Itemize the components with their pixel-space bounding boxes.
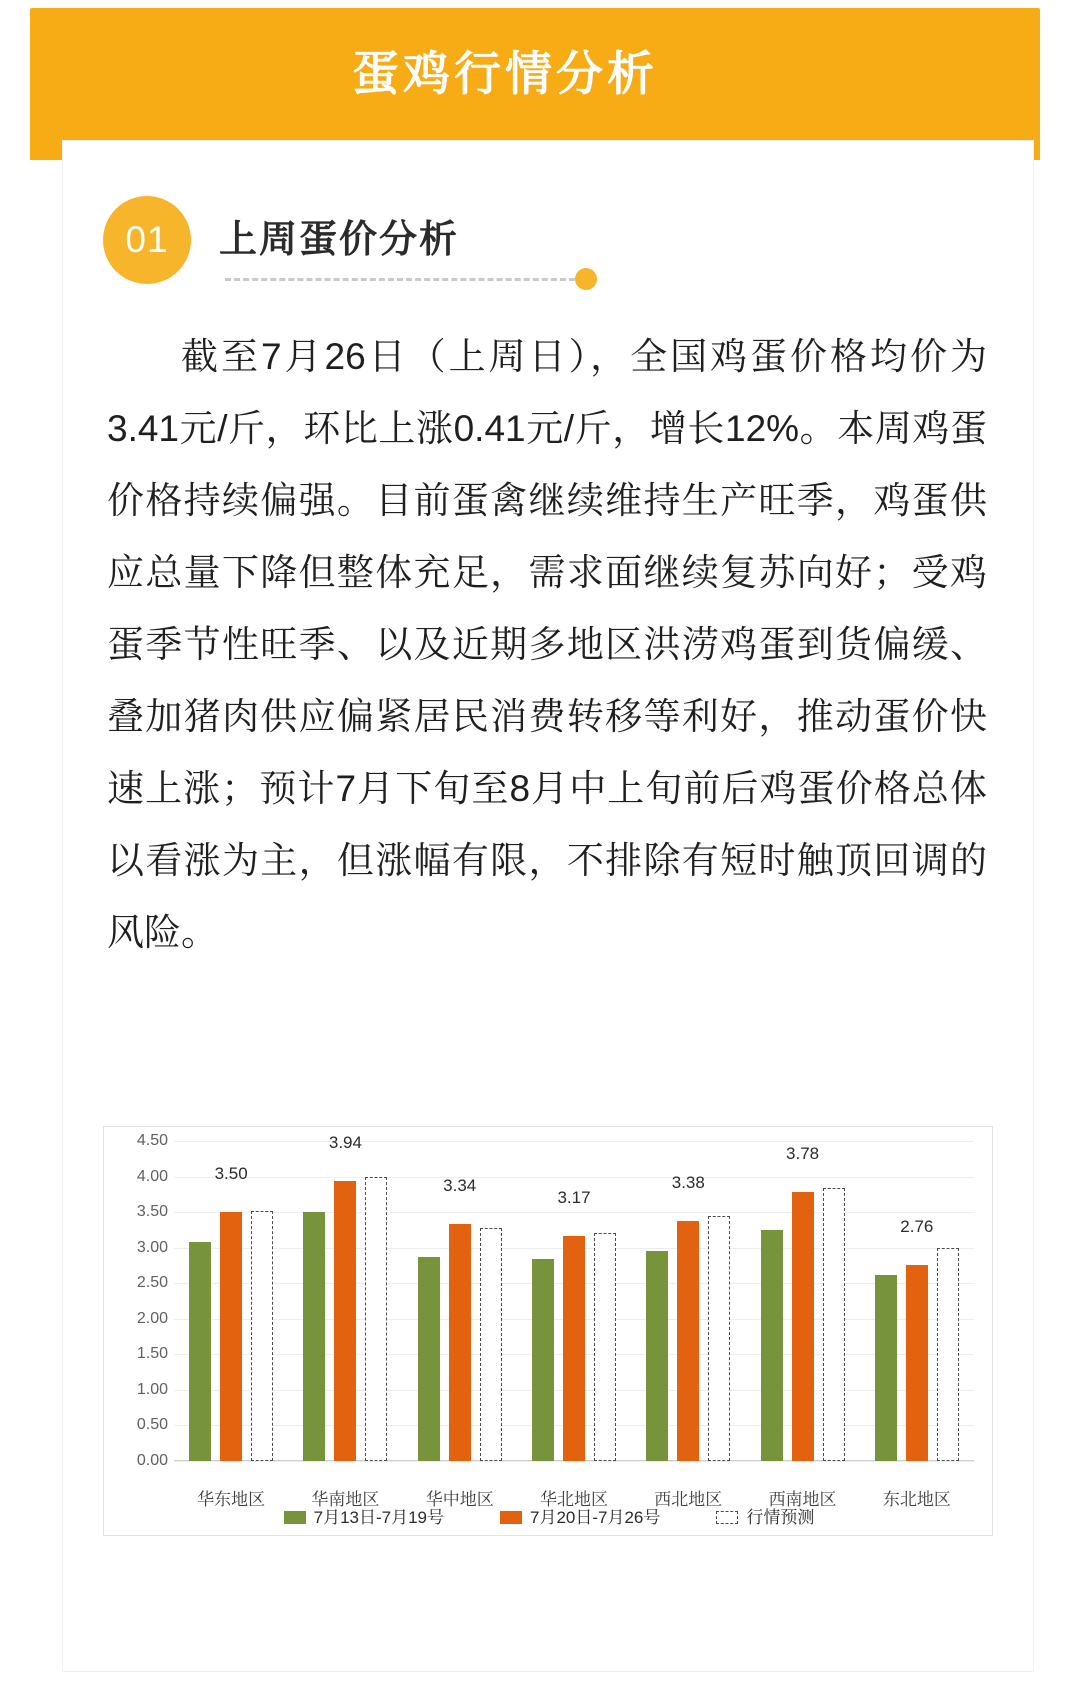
heading-end-dot	[575, 268, 597, 290]
chart-x-tick-label: 华南地区	[311, 1490, 380, 1509]
chart-y-tick-label: 3.00	[136, 1238, 168, 1256]
chart-y-tick-label: 3.50	[136, 1203, 168, 1221]
chart-bar	[449, 1224, 471, 1462]
accent-corner-left	[30, 126, 64, 160]
chart-bar-group	[532, 1141, 616, 1461]
chart-legend-label: 7月13日-7月19号	[313, 1508, 444, 1527]
chart-x-tick-label: 西南地区	[768, 1490, 837, 1509]
chart-bar	[303, 1212, 325, 1461]
content-card	[62, 140, 1034, 1672]
chart-bar	[708, 1216, 730, 1461]
chart-y-tick-label: 0.00	[136, 1452, 168, 1469]
chart-bar	[937, 1248, 959, 1461]
chart-value-label: 2.76	[900, 1216, 934, 1236]
chart-value-label: 3.38	[671, 1172, 705, 1192]
chart-y-tick-label: 2.00	[136, 1309, 168, 1327]
chart-bar	[334, 1181, 356, 1461]
chart-legend-label: 7月20日-7月26号	[530, 1508, 661, 1527]
chart-bar	[220, 1212, 242, 1461]
section-number-badge: 01	[103, 196, 191, 284]
chart-bar	[532, 1259, 554, 1461]
chart-legend-swatch	[500, 1511, 522, 1524]
article-paragraph: 截至7月26日（上周日），全国鸡蛋价格均价为3.41元/斤，环比上涨0.41元/斤，增长12%。本周鸡蛋价格持续偏强。目前蛋禽继续维持生产旺季，鸡蛋供应总量下降但整体充足，需求面继续复苏向好；受鸡蛋季节性旺季、以及近期多地区洪涝鸡蛋到货偏缓、叠加猪肉供应偏紧居民消费转移等利好，推动蛋价快速上涨；预计7月下旬至8月中上旬前后鸡蛋价格总体以看涨为主，但涨幅有限，不排除有短时触顶回调的风险。	[107, 336, 987, 953]
chart-y-tick-label: 2.50	[136, 1274, 168, 1292]
section-heading	[103, 196, 993, 296]
section-title: 上周蛋价分析	[219, 219, 460, 261]
page-header	[0, 0, 1080, 150]
chart-legend-swatch	[284, 1511, 306, 1524]
chart-legend-item	[284, 1503, 444, 1528]
chart-bar	[875, 1275, 897, 1461]
chart-x-tick-label: 华东地区	[197, 1490, 266, 1509]
chart-x-tick-label: 西北地区	[654, 1490, 723, 1509]
chart-value-label: 3.78	[786, 1144, 820, 1164]
chart-bar	[823, 1188, 845, 1461]
chart-y-tick-label: 4.50	[136, 1132, 168, 1149]
chart-bar	[418, 1257, 440, 1461]
chart-value-label: 3.94	[328, 1132, 362, 1152]
chart-y-tick-label: 1.00	[136, 1380, 168, 1398]
chart-bar-group	[189, 1141, 273, 1461]
chart-legend-item	[500, 1503, 660, 1528]
chart-bar	[563, 1236, 585, 1461]
chart-bar	[761, 1230, 783, 1461]
page-title: 蛋鸡行情分析	[352, 47, 658, 100]
chart-gridline	[174, 1461, 974, 1462]
chart-legend-item	[716, 1503, 814, 1528]
chart-bar-group	[646, 1141, 730, 1461]
chart-bar	[251, 1211, 273, 1461]
chart-x-tick-label: 华中地区	[425, 1490, 494, 1509]
chart-value-label: 3.17	[557, 1187, 591, 1207]
chart-value-label: 3.34	[443, 1175, 477, 1195]
chart-legend-label: 行情预测	[746, 1508, 815, 1527]
chart-legend	[104, 1503, 994, 1528]
chart-x-tick-label: 东北地区	[882, 1490, 951, 1509]
chart-bar	[677, 1221, 699, 1461]
heading-dashed-rule	[225, 278, 575, 281]
chart-bar	[906, 1265, 928, 1461]
chart-y-tick-label: 0.50	[136, 1416, 168, 1434]
chart-x-tick-label: 华北地区	[539, 1490, 608, 1509]
chart-bar	[480, 1228, 502, 1461]
egg-price-bar-chart	[103, 1126, 993, 1536]
chart-bar-group	[875, 1141, 959, 1461]
chart-bar	[189, 1242, 211, 1461]
chart-bar	[792, 1192, 814, 1461]
chart-y-tick-label: 4.00	[136, 1167, 168, 1185]
chart-bar	[646, 1251, 668, 1461]
chart-value-label: 3.50	[214, 1164, 248, 1184]
chart-bar-group	[303, 1132, 387, 1461]
chart-plot-area	[136, 1132, 974, 1509]
chart-legend-swatch	[716, 1511, 738, 1524]
chart-bar-group	[418, 1141, 502, 1461]
chart-bar-group	[761, 1141, 845, 1461]
chart-bar	[594, 1233, 616, 1461]
chart-bar	[365, 1177, 387, 1461]
chart-y-tick-label: 1.50	[136, 1345, 168, 1363]
